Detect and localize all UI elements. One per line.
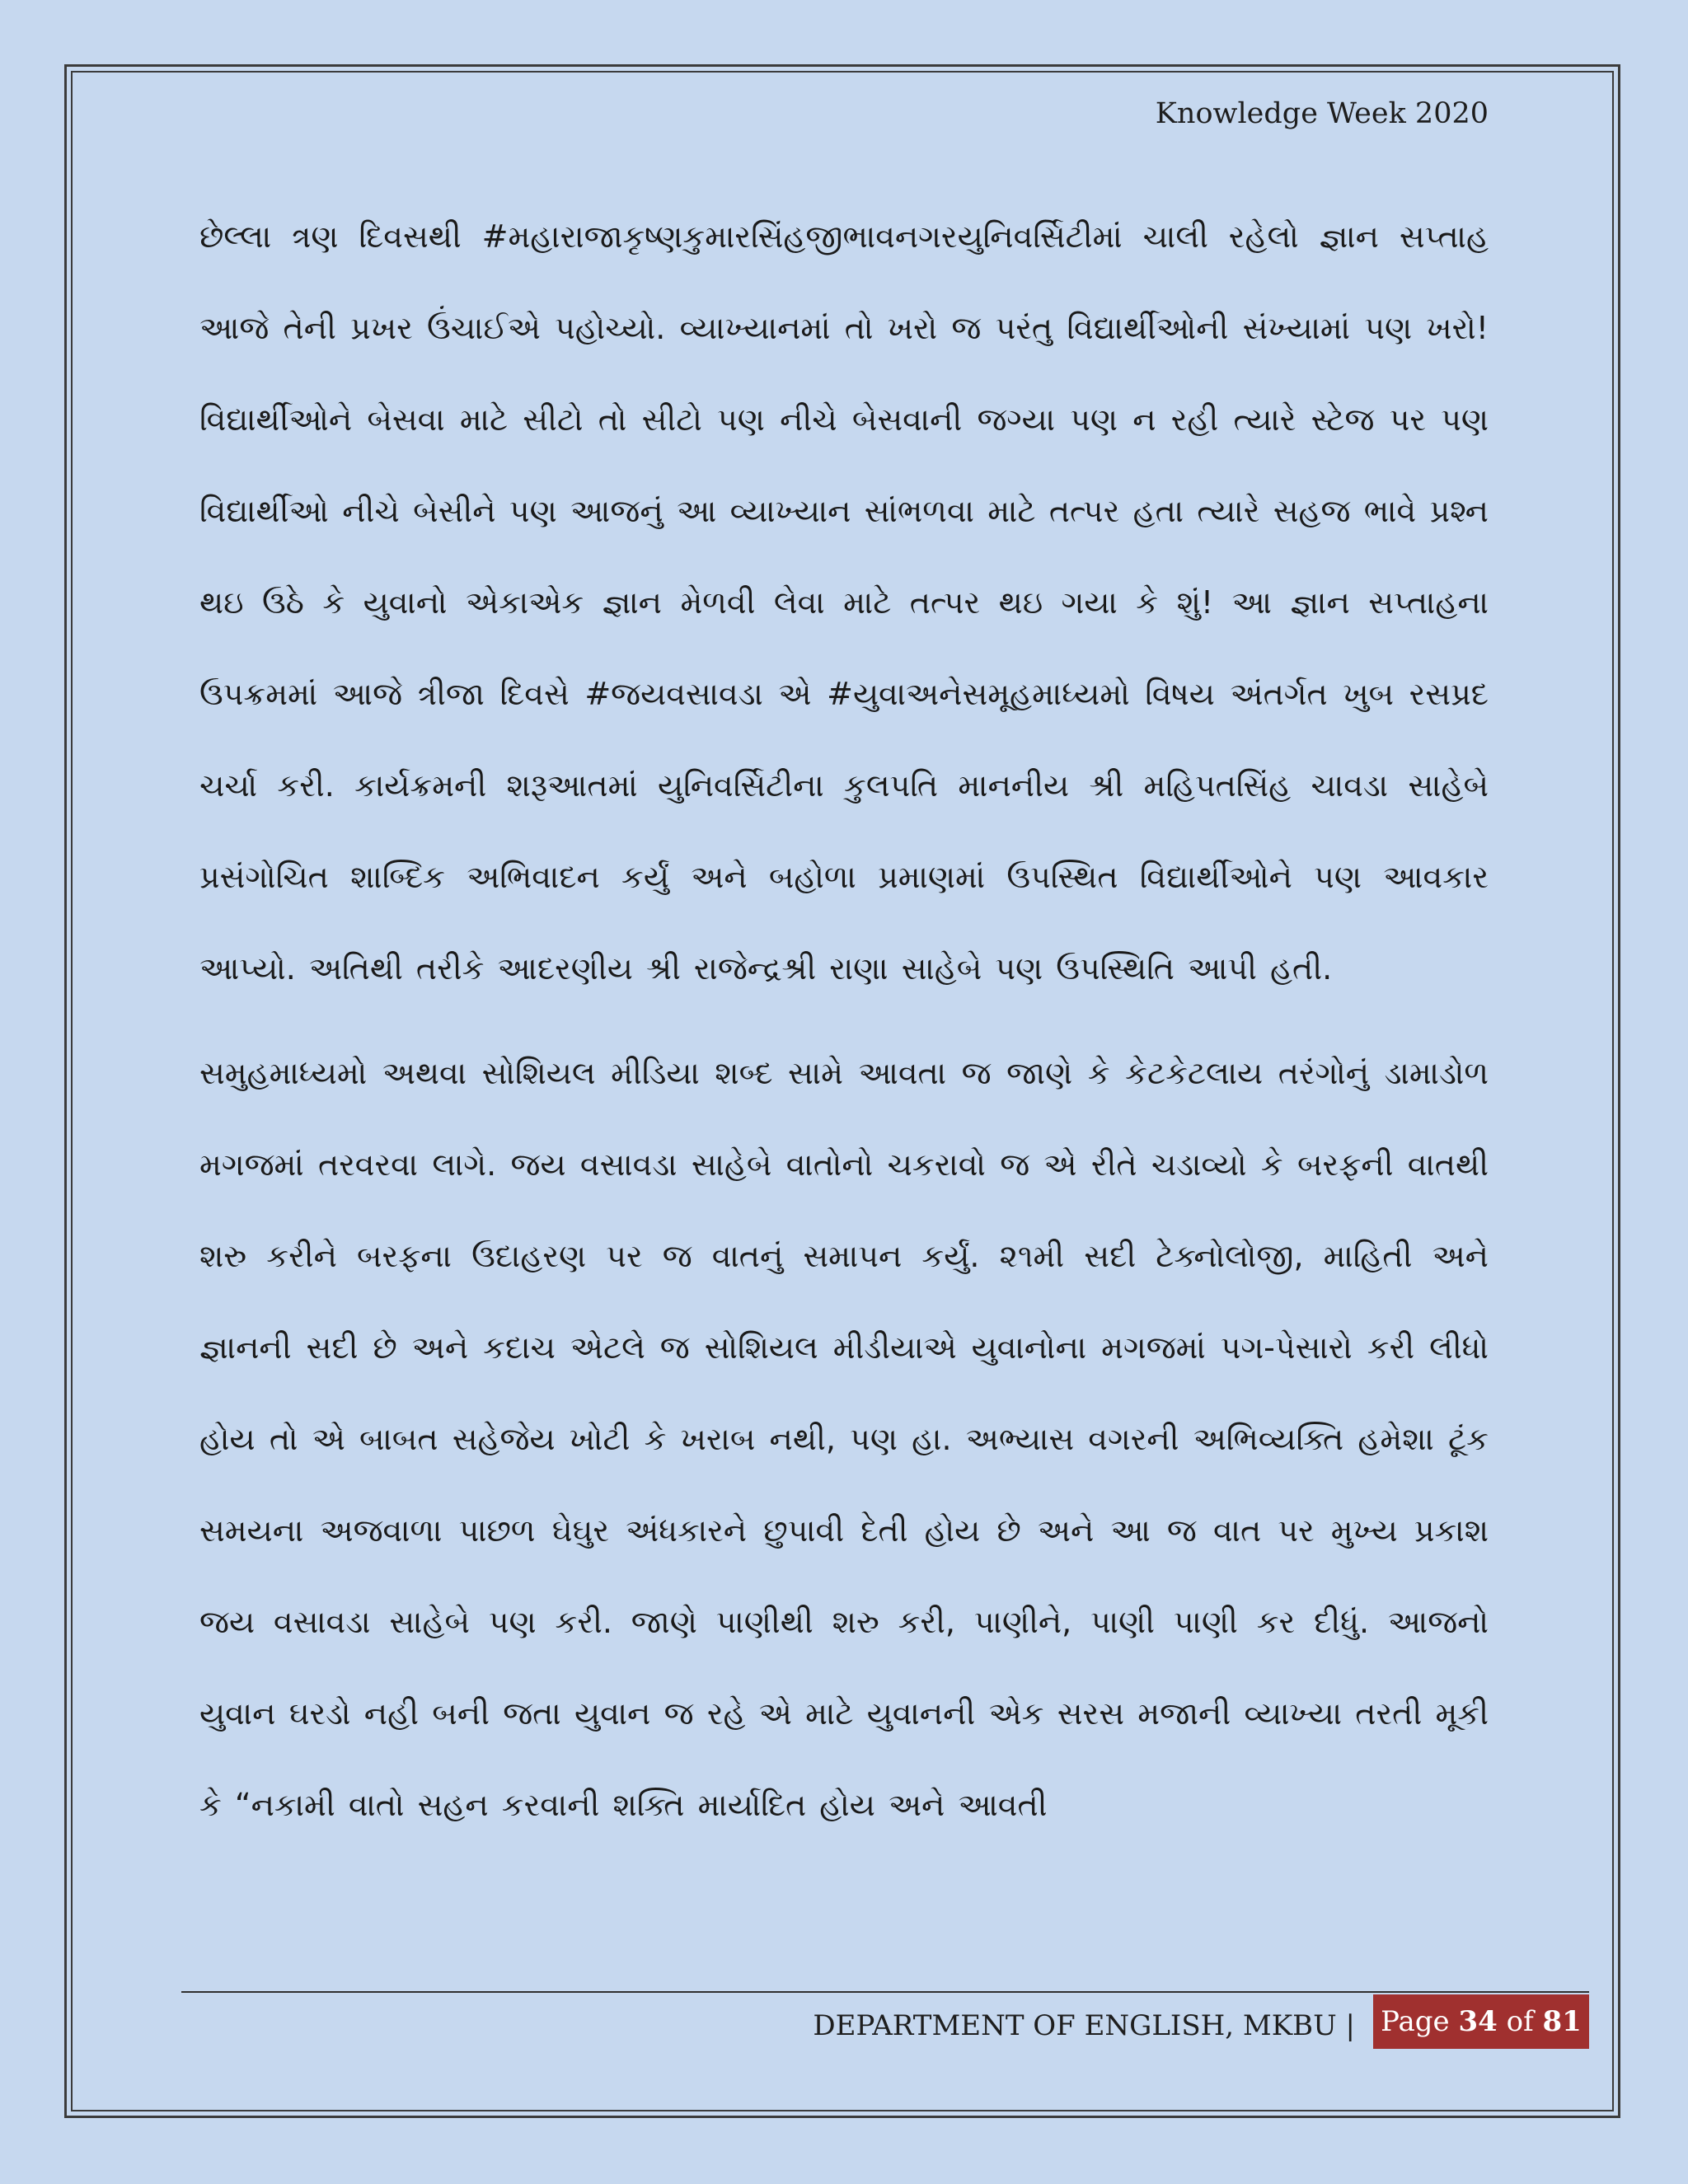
paragraph-1: છેલ્લા ત્રણ દિવસથી #મહારાજાકૃષ્ણકુમારસિંહજીભાવનગરયુનિવર્સિટીમાં ચાલી રહેલો જ્ઞાન સપ્તાહ આજે તેની પ્રખર ઉંચાઈએ પહોચ્યો. વ્યાખ્યાનમાં તો ખરો જ પરંતુ વિદ્યાર્થીઓની સંખ્યામાં પણ ખરો! વિદ્યાર્થીઓને બેસવા માટે સીટો તો સીટો પણ નીચે બેસવાની જગ્યા પણ ન રહી ત્યારે સ્ટેજ પર પણ વિદ્યાર્થીઓ નીચે બેસીને પણ આજનું આ વ્યાખ્યાન સાંભળવા માટે તત્પર હતા ત્યારે સહજ ભાવે પ્રશ્ન થઇ ઉઠે કે યુવાનો એકાએક જ્ઞાન મેળવી લેવા માટે તત્પર થઇ ગયા કે શું! આ જ્ઞાન સપ્તાહના ઉપક્રમમાં આજે ત્રીજા દિવસે #જયવસાવડા એ #યુવાઅનેસમૂહમાધ્યમો વિષય અંતર્ગત ખુબ રસપ્રદ ચર્ચા કરી. કાર્યક્રમની શરૂઆતમાં યુનિવર્સિટીના કુલપતિ માનનીય શ્રી મહિપતસિંહ ચાવડા સાહેબે પ્રસંગોચિત શાબ્દિક અભિવાદન કર્યું અને બહોળા પ્રમાણમાં ઉપસ્થિત વિદ્યાર્થીઓને પણ આવકાર આપ્યો. અતિથી તરીકે આદરણીય શ્રી રાજેન્દ્રશ્રી રાણા સાહેબે પણ ઉપસ્થિતિ આપી હતી. [199, 218, 1489, 987]
page-of-label: of [1506, 2005, 1534, 2038]
page-total: 81 [1542, 2005, 1582, 2038]
page-label: Page [1381, 2005, 1450, 2038]
running-header: Knowledge Week 2020 [1155, 97, 1489, 130]
page-number-badge [1373, 1994, 1589, 2049]
page-current: 34 [1458, 2005, 1498, 2038]
footer-department: DEPARTMENT OF ENGLISH, MKBU | [813, 2009, 1355, 2042]
paragraph-2: સમુહમાધ્યમો અથવા સોશિયલ મીડિયા શબ્દ સામે આવતા જ જાણે કે કેટકેટલાય તરંગોનું ડામાડોળ મગજમાં તરવરવા લાગે. જય વસાવડા સાહેબે વાતોનો ચકરાવો જ એ રીતે ચડાવ્યો કે બરફની વાતથી શરુ કરીને બરફના ઉદાહરણ પર જ વાતનું સમાપન કર્યું. ૨૧મી સદી ટેક્નોલોજી, માહિતી અને જ્ઞાનની સદી છે અને કદાચ એટલે જ સોશિયલ મીડીયાએ યુવાનોના મગજમાં પગ-પેસારો કરી લીધો હોય તો એ બાબત સહેજેય ખોટી કે ખરાબ નથી, પણ હા. અભ્યાસ વગરની અભિવ્યક્તિ હમેશા ટૂંક સમયના અજવાળા પાછળ ઘેઘુર અંધકારને છુપાવી દેતી હોય છે અને આ જ વાત પર મુખ્ય પ્રકાશ જય વસાવડા સાહેબે પણ કરી. જાણે પાણીથી શરુ કરી, પાણીને, પાણી પાણી કર દીધું. આજનો યુવાન ઘરડો નહી બની જતા યુવાન જ રહે એ માટે યુવાનની એક સરસ મજાની વ્યાખ્યા તરતી મૂકી કે “નકામી વાતો સહન કરવાની શક્તિ માર્યાદિત હોય અને આવતી [199, 1055, 1489, 1823]
footer-divider [181, 1991, 1589, 1993]
document-body [199, 191, 1489, 1851]
